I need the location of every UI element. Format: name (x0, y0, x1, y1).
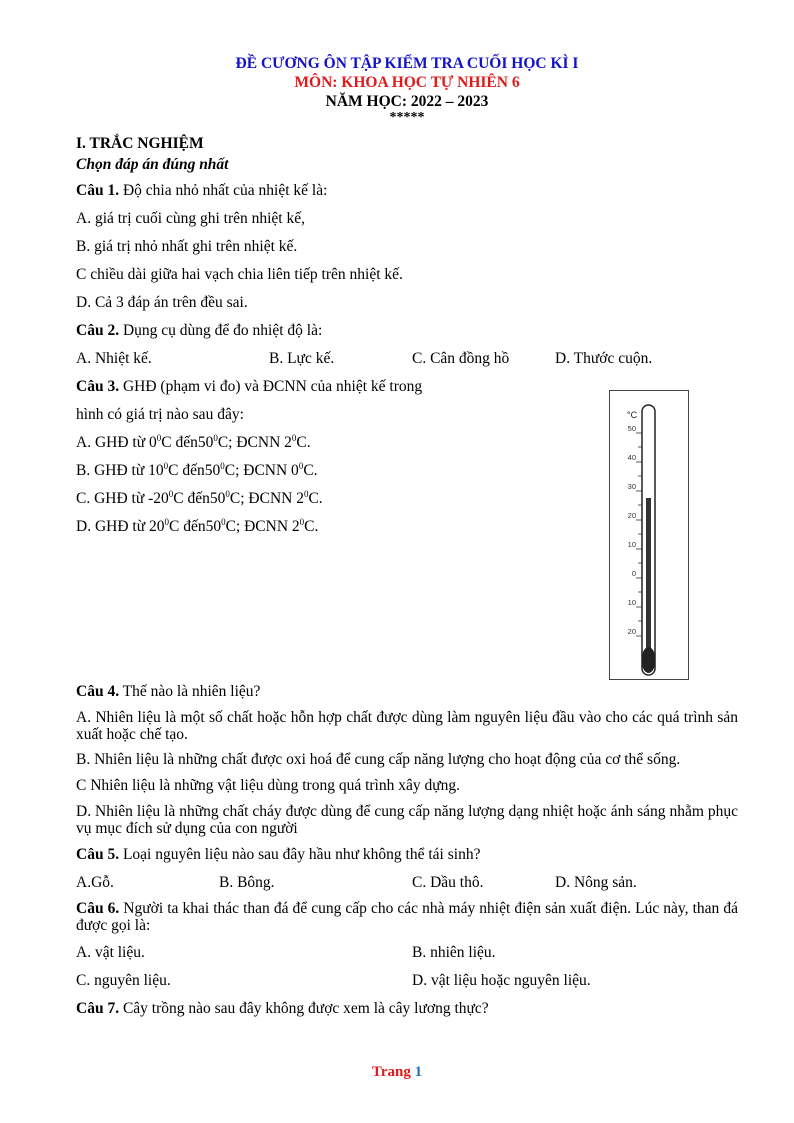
question-text: Người ta khai thác than đá để cung cấp cho các nhà máy nhiệt điện sản xuất điện. Lúc này, than đá được gọi là: (76, 900, 738, 934)
question-label: Câu 2. (76, 322, 120, 339)
document-header (76, 54, 738, 125)
q6-options-row2 (76, 971, 738, 990)
q5-options (76, 873, 738, 892)
q5-option-d: D. Nông sản. (555, 874, 637, 891)
q3-option-a: A. GHĐ từ $0^0C$ $đến50^0C$; ĐCNN $2^0C$. (76, 433, 311, 451)
document-title: ĐỀ CƯƠNG ÔN TẬP KIỂM TRA CUỐI HỌC KÌ I (235, 55, 579, 72)
question-label: Câu 3. (76, 378, 120, 395)
subject-line: MÔN: KHOA HỌC TỰ NHIÊN 6 (294, 74, 520, 91)
unit-label: °C (627, 410, 638, 420)
q1-option-d: D. Cả 3 đáp án trên đều sai. (76, 294, 248, 311)
scale-label: 20 (627, 627, 636, 636)
thermometer-figure (609, 390, 689, 680)
q5-option-a: A.Gỗ. (76, 874, 114, 891)
scale-label: 50 (627, 424, 636, 433)
q4-option-d: D. Nhiên liệu là những chất cháy được dùng để cung cấp năng lượng dạng nhiệt hoặc ánh sáng nhằm phục vụ mục đích sử dụng của con người (76, 803, 738, 837)
question-1 (76, 181, 738, 200)
q6-option-a: A. vật liệu. (76, 944, 145, 961)
question-text: Dụng cụ dùng để đo nhiệt độ là: (119, 322, 323, 339)
question-text: Loại nguyên liệu nào sau đây hầu như không thể tái sinh? (119, 846, 481, 863)
q5-option-c: C. Dầu thô. (412, 874, 484, 891)
q1-option-a: A. giá trị cuối cùng ghi trên nhiệt kế, (76, 210, 305, 227)
q2-options (76, 349, 738, 368)
q2-option-a: A. Nhiệt kế. (76, 350, 152, 367)
scale-label: 10 (627, 598, 636, 607)
question-2 (76, 321, 738, 340)
question-6 (76, 900, 738, 934)
question-text: Cây trồng nào sau đây không được xem là cây lương thực? (119, 1000, 489, 1017)
question-5 (76, 845, 738, 864)
page-footer (0, 1064, 794, 1081)
q5-option-b: B. Bông. (219, 874, 275, 891)
question-label: Câu 7. (76, 1000, 120, 1017)
q4-option-b: B. Nhiên liệu là những chất được oxi hoá để cung cấp năng lượng cho hoạt động của cơ thể sống. (76, 751, 681, 768)
q2-option-c: C. Cân đồng hồ (412, 350, 510, 367)
scale-label: 0 (631, 569, 636, 578)
q6-option-d: D. vật liệu hoặc nguyên liệu. (412, 972, 591, 989)
q1-option-b: B. giá trị nhỏ nhất ghi trên nhiệt kế. (76, 238, 298, 255)
q4-option-a: A. Nhiên liệu là một số chất hoặc hỗn hợp chất được dùng làm nguyên liệu đầu vào cho các quá trình sản xuất hoặc chế tạo. (76, 709, 738, 743)
question-text: Độ chia nhỏ nhất của nhiệt kế là: (119, 182, 328, 199)
school-year: NĂM HỌC: 2022 – 2023 (325, 93, 489, 110)
question-4 (76, 682, 738, 701)
q6-option-b: B. nhiên liệu. (412, 944, 496, 961)
stars-divider: ***** (389, 110, 425, 125)
footer-page-number: 1 (414, 1064, 423, 1080)
q3-option-b: B. GHĐ từ $10^0C$ $đến50^0C$; ĐCNN $0^0C$. (76, 461, 318, 479)
q6-option-c: C. nguyên liệu. (76, 972, 171, 989)
question-label: Câu 6. (76, 900, 120, 917)
q3-option-c: C. GHĐ từ $-20^0C$ $đến50^0C$; ĐCNN $2^0C$. (76, 489, 323, 507)
mercury-column (646, 498, 651, 658)
question-text: Thế nào là nhiên liệu? (119, 683, 261, 700)
section-heading: I. TRẮC NGHIỆM (76, 135, 204, 152)
instruction: Chọn đáp án đúng nhất (76, 156, 229, 173)
q3-option-d: D. GHĐ từ $20^0C$ $đến50^0C$; ĐCNN $2^0C$. (76, 517, 319, 535)
question-text: GHĐ (phạm vi đo) và ĐCNN của nhiệt kế trong (119, 378, 423, 395)
scale-label: 10 (627, 540, 636, 549)
q2-option-b: B. Lực kế. (269, 350, 335, 367)
q4-option-c: C Nhiên liệu là những vật liệu dùng trong quá trình xây dựng. (76, 777, 461, 794)
question-label: Câu 4. (76, 683, 120, 700)
question-label: Câu 1. (76, 182, 120, 199)
thermometer-bulb (642, 647, 656, 673)
scale-label: 20 (627, 511, 636, 520)
scale-label: 40 (627, 453, 636, 462)
footer-page-word: Trang (371, 1064, 411, 1080)
q1-option-c: C chiều dài giữa hai vạch chia liên tiếp trên nhiệt kế. (76, 266, 403, 283)
question-7 (76, 999, 738, 1018)
question-label: Câu 5. (76, 846, 120, 863)
question-3-cont: hình có giá trị nào sau đây: (76, 406, 244, 423)
q2-option-d: D. Thước cuộn. (555, 350, 653, 367)
q6-options-row1 (76, 943, 738, 962)
scale-label: 30 (627, 482, 636, 491)
